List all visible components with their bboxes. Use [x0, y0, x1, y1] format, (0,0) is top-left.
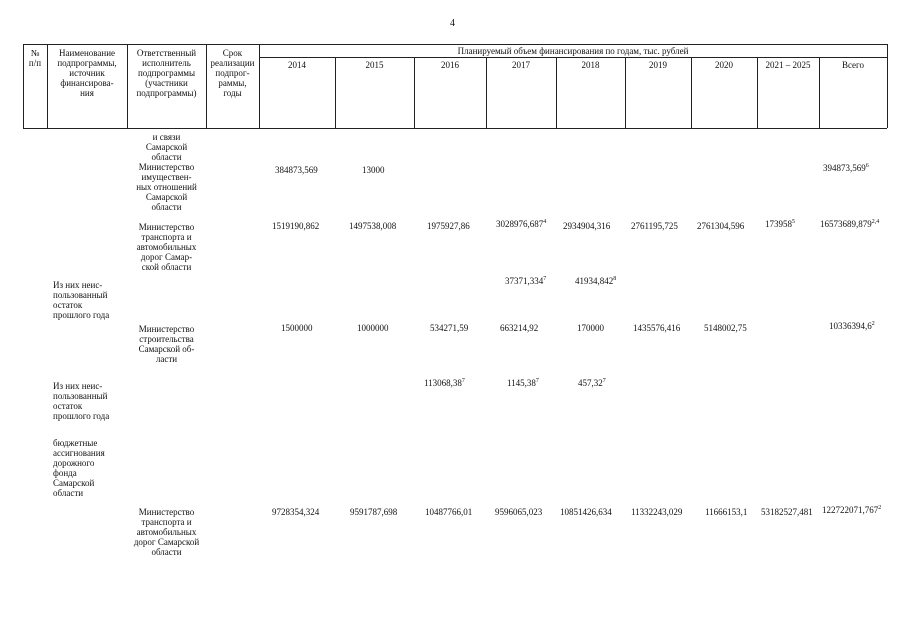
row4-2016: 534271,59	[430, 323, 469, 333]
header-year-2014: 2014	[288, 60, 306, 70]
header-year-2018: 2018	[581, 60, 600, 70]
row4-2018: 170000	[577, 323, 604, 333]
row7-responsible: Министерство транспорта и автомобильных дорог Самарской области	[133, 507, 200, 557]
row3-2017: 37371,334$^7$	[505, 276, 547, 286]
row7-2015: 9591787,698	[350, 507, 398, 517]
row7-2019: 11332243,029	[631, 507, 683, 517]
row2-2020: 2761304,596	[697, 221, 745, 231]
row1-responsible: и связи Самарской области Министерство имуществен- ных отношений Самарской области	[136, 132, 197, 212]
row2-total: 16573689,879$^{2,4}$	[820, 219, 880, 229]
row2-2015: 1497538,008	[349, 221, 397, 231]
row2-2021-2025: 173958$^5$	[765, 219, 795, 229]
row1-total: 394873,569$^6$	[823, 163, 869, 173]
row5-2017: 1145,38$^7$	[507, 378, 539, 388]
row4-total: 10336394,6$^2$	[829, 321, 875, 331]
row3-name: Из них неис- пользованный остаток прошлого года	[53, 280, 110, 320]
header-year-2016: 2016	[441, 60, 459, 70]
row7-2014: 9728354,324	[272, 507, 320, 517]
header-total: Всего	[841, 60, 865, 70]
row5-2016: 113068,38$^7$	[424, 378, 465, 388]
header-year-2017: 2017	[512, 60, 530, 70]
row3-2018: 41934,842$^8$	[575, 276, 617, 286]
row5-2018: 457,32$^7$	[578, 378, 606, 388]
row6-name: бюджетные ассигнования дорожного фонда Самарской области	[53, 438, 105, 498]
row2-2018: 2934904,316	[563, 221, 611, 231]
row7-2016: 10487766,01	[425, 507, 473, 517]
header-year-2019: 2019	[649, 60, 667, 70]
row4-2014: 1500000	[281, 323, 313, 333]
row7-2021-2025: 53182527,481	[761, 507, 813, 517]
row5-name: Из них неис- пользованный остаток прошлого года	[53, 381, 110, 421]
header-year-2020: 2020	[715, 60, 733, 70]
row7-total: 122722071,767$^2$	[822, 505, 882, 515]
row1-2014: 384873,569	[275, 165, 318, 175]
row2-responsible: Министерство транспорта и автомобильных дорог Самар- ской области	[136, 222, 197, 272]
row2-2016: 1975927,86	[427, 221, 470, 231]
header-name: Наименование подпрограммы, источник финансирова- ния	[57, 48, 117, 98]
header-responsible: Ответственный исполнитель подпрограммы (участники подпрограммы)	[136, 48, 197, 98]
row7-2020: 11666153,1	[705, 507, 748, 517]
page-number: 4	[450, 18, 455, 29]
row4-2017: 663214,92	[500, 323, 539, 333]
header-term: Срок реализации подпрог- раммы, годы	[210, 48, 255, 98]
header-year-2021-2025: 2021 – 2025	[765, 60, 811, 70]
row1-2015: 13000	[362, 165, 385, 175]
row7-2018: 10851426,634	[560, 507, 612, 517]
row4-2015: 1000000	[357, 323, 389, 333]
header-funding-title: Планируемый объем финансирования по годам, тыс. рублей	[457, 46, 689, 56]
header-no: № п/п	[28, 48, 42, 68]
row2-2019: 2761195,725	[631, 221, 678, 231]
header-year-2015: 2015	[365, 60, 384, 70]
row4-2019: 1435576,416	[633, 323, 681, 333]
row7-2017: 9596065,023	[495, 507, 543, 517]
row2-2014: 1519190,862	[272, 221, 320, 231]
row4-responsible: Министерство строительства Самарской об- ласти	[138, 324, 195, 364]
row4-2020: 5148002,75	[704, 323, 747, 333]
row2-2017: 3028976,687$^4$	[496, 219, 547, 229]
